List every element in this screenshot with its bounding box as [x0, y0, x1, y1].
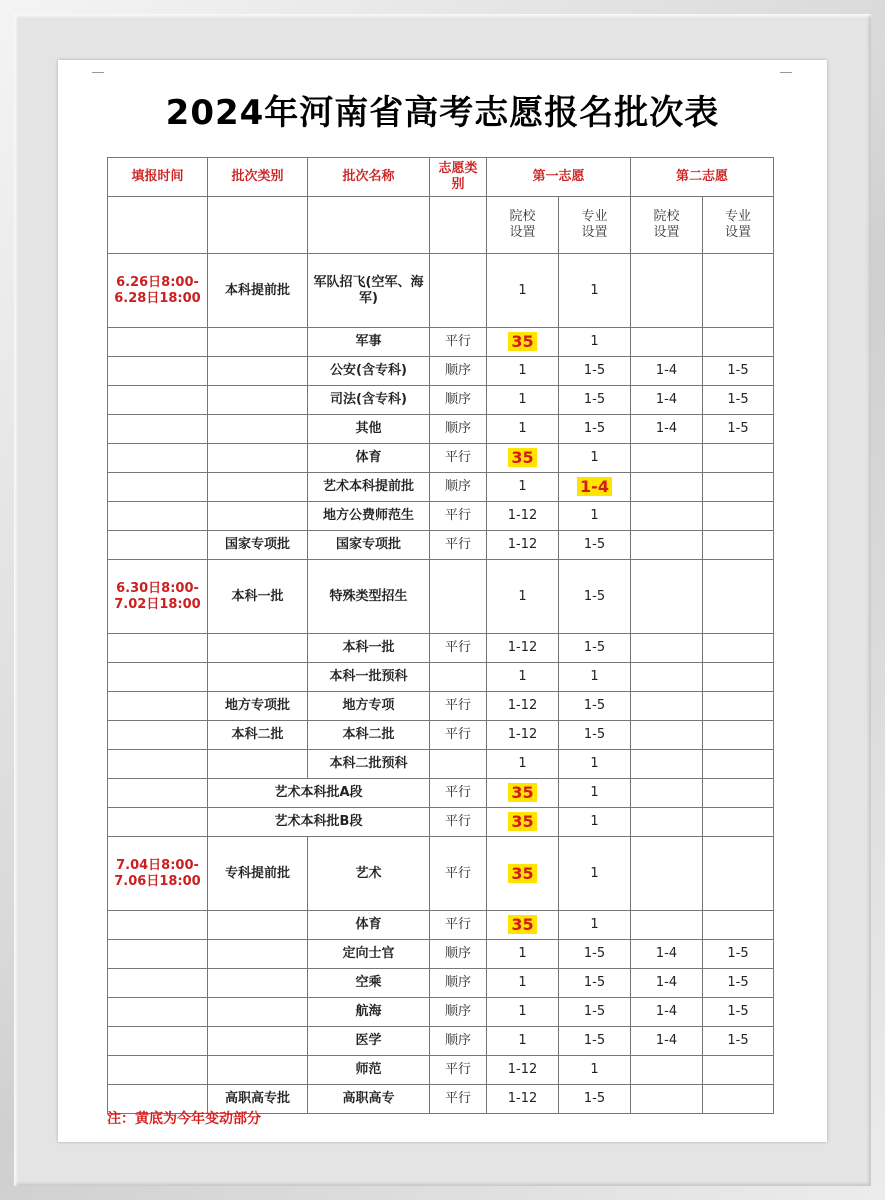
cell-type — [430, 663, 487, 692]
cell-type: 平行 — [430, 911, 487, 940]
cell-second-school — [631, 808, 703, 837]
cell-name: 特殊类型招生 — [308, 560, 430, 634]
highlight-value: 35 — [508, 864, 536, 883]
cell-time — [108, 721, 208, 750]
cell-second-school — [631, 750, 703, 779]
cell-time — [108, 473, 208, 502]
table-row — [108, 940, 774, 969]
cell-category — [208, 473, 308, 502]
cell-category — [208, 911, 308, 940]
cell-time: 6.30日8:00-7.02日18:00 — [108, 560, 208, 634]
table-row — [108, 560, 774, 634]
cell-second-major — [703, 808, 774, 837]
cell-second-major — [703, 721, 774, 750]
highlight-value: 35 — [508, 915, 536, 934]
cell-name: 军队招飞(空军、海军) — [308, 254, 430, 328]
table-row — [108, 386, 774, 415]
cell-name: 国家专项批 — [308, 531, 430, 560]
cell-name: 师范 — [308, 1056, 430, 1085]
cell-first-major: 1-5 — [559, 692, 631, 721]
header-first-major: 专业设置 — [559, 197, 631, 254]
cell-second-school — [631, 1085, 703, 1114]
cell-first-major: 1 — [559, 444, 631, 473]
cell-first-school: 1 — [487, 969, 559, 998]
cell-category — [208, 1027, 308, 1056]
header-name: 批次名称 — [308, 158, 430, 197]
cell-category: 地方专项批 — [208, 692, 308, 721]
table-row — [108, 634, 774, 663]
table-row — [108, 415, 774, 444]
cell-second-major — [703, 692, 774, 721]
cell-name: 其他 — [308, 415, 430, 444]
cell-type: 平行 — [430, 1056, 487, 1085]
cell-first-major: 1-5 — [559, 940, 631, 969]
cell-time: 7.04日8:00-7.06日18:00 — [108, 837, 208, 911]
cell-second-school — [631, 560, 703, 634]
cell-name: 体育 — [308, 444, 430, 473]
table-row — [108, 502, 774, 531]
cell-second-school: 1-4 — [631, 415, 703, 444]
cell-type: 平行 — [430, 531, 487, 560]
cell-second-school — [631, 692, 703, 721]
cell-category — [208, 998, 308, 1027]
cell-first-school: 1 — [487, 254, 559, 328]
cell-second-major — [703, 911, 774, 940]
cell-first-school: 1 — [487, 386, 559, 415]
cell-second-school — [631, 254, 703, 328]
cell-category — [208, 969, 308, 998]
table-row — [108, 1056, 774, 1085]
cell-first-school — [487, 837, 559, 911]
cell-time — [108, 969, 208, 998]
table-row — [108, 531, 774, 560]
cell-second-school — [631, 473, 703, 502]
cell-type — [430, 560, 487, 634]
footnote: 注：黄底为今年变动部分 — [107, 1111, 261, 1127]
cell-name: 艺术本科提前批 — [308, 473, 430, 502]
cell-second-school — [631, 531, 703, 560]
cell-second-major: 1-5 — [703, 1027, 774, 1056]
header-category: 批次类别 — [208, 158, 308, 197]
cell-category: 国家专项批 — [208, 531, 308, 560]
cell-first-major: 1-5 — [559, 386, 631, 415]
cell-name: 定向士官 — [308, 940, 430, 969]
table-row — [108, 998, 774, 1027]
cell-second-school: 1-4 — [631, 969, 703, 998]
cell-time — [108, 357, 208, 386]
cell-name: 军事 — [308, 328, 430, 357]
cell-category: 本科提前批 — [208, 254, 308, 328]
cell-type: 顺序 — [430, 940, 487, 969]
cell-type: 平行 — [430, 808, 487, 837]
cell-name: 地方专项 — [308, 692, 430, 721]
cell-second-major — [703, 634, 774, 663]
header-second-school: 院校设置 — [631, 197, 703, 254]
page-title: 2024年河南省高考志愿报名批次表 — [165, 93, 720, 133]
table-row — [108, 663, 774, 692]
header-type: 志愿类别 — [430, 158, 487, 197]
cell-first-school: 1-12 — [487, 531, 559, 560]
cell-first-school — [487, 444, 559, 473]
cell-first-school: 1 — [487, 357, 559, 386]
cell-category — [208, 386, 308, 415]
cell-second-school — [631, 328, 703, 357]
cell-second-school: 1-4 — [631, 1027, 703, 1056]
cell-type: 顺序 — [430, 1027, 487, 1056]
cell-first-major: 1 — [559, 837, 631, 911]
table-row — [108, 721, 774, 750]
cell-type: 平行 — [430, 444, 487, 473]
crop-mark-right — [780, 72, 792, 73]
cell-second-major — [703, 779, 774, 808]
cell-name: 空乘 — [308, 969, 430, 998]
cell-second-major — [703, 1085, 774, 1114]
cell-first-school: 1-12 — [487, 1085, 559, 1114]
cell-first-school: 1 — [487, 940, 559, 969]
cell-first-major: 1-5 — [559, 721, 631, 750]
cell-first-school — [487, 779, 559, 808]
cell-second-school — [631, 444, 703, 473]
cell-category — [208, 750, 308, 779]
cell-category — [208, 1056, 308, 1085]
cell-category — [208, 502, 308, 531]
cell-type — [430, 750, 487, 779]
header-first-choice: 第一志愿 — [487, 158, 631, 197]
cell-second-major: 1-5 — [703, 415, 774, 444]
cell-category: 本科二批 — [208, 721, 308, 750]
cell-second-school: 1-4 — [631, 386, 703, 415]
cell-first-school: 1-12 — [487, 1056, 559, 1085]
table-row — [108, 969, 774, 998]
header-row-2 — [108, 197, 774, 254]
cell-first-school: 1-12 — [487, 502, 559, 531]
cell-first-school: 1 — [487, 560, 559, 634]
cell-type: 平行 — [430, 837, 487, 911]
cell-category — [208, 940, 308, 969]
cell-category — [208, 634, 308, 663]
cell-first-school: 1-12 — [487, 634, 559, 663]
cell-first-major: 1-5 — [559, 531, 631, 560]
cell-time — [108, 998, 208, 1027]
cell-first-major: 1-5 — [559, 969, 631, 998]
cell-second-major: 1-5 — [703, 998, 774, 1027]
cell-time — [108, 663, 208, 692]
cell-category — [208, 357, 308, 386]
cell-type: 顺序 — [430, 473, 487, 502]
cell-second-school — [631, 779, 703, 808]
cell-time — [108, 911, 208, 940]
cell-name: 本科一批预科 — [308, 663, 430, 692]
cell-second-major: 1-5 — [703, 357, 774, 386]
cell-type: 平行 — [430, 721, 487, 750]
cell-category — [208, 415, 308, 444]
cell-time — [108, 634, 208, 663]
table-row — [108, 254, 774, 328]
highlight-value: 1-4 — [577, 477, 612, 496]
cell-type: 顺序 — [430, 386, 487, 415]
cell-first-major: 1 — [559, 750, 631, 779]
cell-second-major — [703, 254, 774, 328]
highlight-value: 35 — [508, 812, 536, 831]
cell-time — [108, 692, 208, 721]
cell-second-school — [631, 721, 703, 750]
cell-first-school: 1 — [487, 415, 559, 444]
cell-first-major: 1-5 — [559, 1027, 631, 1056]
cell-first-school — [487, 328, 559, 357]
cell-type: 平行 — [430, 634, 487, 663]
cell-first-school: 1 — [487, 1027, 559, 1056]
cell-name: 公安(含专科) — [308, 357, 430, 386]
header-row-1 — [108, 158, 774, 197]
cell-name: 体育 — [308, 911, 430, 940]
cell-first-major: 1 — [559, 1056, 631, 1085]
cell-category — [208, 328, 308, 357]
cell-time — [108, 808, 208, 837]
cell-name: 医学 — [308, 1027, 430, 1056]
cell-first-major: 1-5 — [559, 357, 631, 386]
cell-type: 平行 — [430, 1085, 487, 1114]
cell-second-school: 1-4 — [631, 998, 703, 1027]
cell-time — [108, 779, 208, 808]
cell-category — [208, 663, 308, 692]
cell-type: 顺序 — [430, 969, 487, 998]
cell-second-major — [703, 750, 774, 779]
cell-first-school — [487, 911, 559, 940]
cell-first-major: 1 — [559, 328, 631, 357]
cell-first-school: 1 — [487, 998, 559, 1027]
cell-category: 专科提前批 — [208, 837, 308, 911]
table-row — [108, 692, 774, 721]
cell-time: 6.26日8:00-6.28日18:00 — [108, 254, 208, 328]
cell-time — [108, 1027, 208, 1056]
cell-second-major — [703, 473, 774, 502]
cell-first-major: 1-5 — [559, 1085, 631, 1114]
cell-type: 顺序 — [430, 415, 487, 444]
cell-first-major: 1-5 — [559, 998, 631, 1027]
cell-second-school — [631, 663, 703, 692]
cell-time — [108, 415, 208, 444]
cell-first-major: 1 — [559, 779, 631, 808]
cell-first-major: 1 — [559, 254, 631, 328]
header-time: 填报时间 — [108, 158, 208, 197]
cell-first-major: 1 — [559, 502, 631, 531]
cell-second-major — [703, 444, 774, 473]
cell-first-major — [559, 473, 631, 502]
table-body — [108, 254, 774, 1114]
cell-first-major: 1-5 — [559, 634, 631, 663]
cell-second-school: 1-4 — [631, 940, 703, 969]
cell-name: 地方公费师范生 — [308, 502, 430, 531]
cell-time — [108, 750, 208, 779]
cell-first-school: 1 — [487, 663, 559, 692]
cell-second-major — [703, 1056, 774, 1085]
cell-time — [108, 531, 208, 560]
cell-second-major: 1-5 — [703, 386, 774, 415]
highlight-value: 35 — [508, 332, 536, 351]
cell-merged-name: 艺术本科批A段 — [208, 779, 430, 808]
cell-first-major: 1 — [559, 663, 631, 692]
cell-category: 本科一批 — [208, 560, 308, 634]
cell-second-school — [631, 911, 703, 940]
cell-name: 本科二批 — [308, 721, 430, 750]
cell-type: 平行 — [430, 779, 487, 808]
cell-first-major: 1-5 — [559, 560, 631, 634]
cell-type — [430, 254, 487, 328]
cell-name: 高职高专 — [308, 1085, 430, 1114]
cell-second-school — [631, 1056, 703, 1085]
table-row — [108, 750, 774, 779]
cell-first-major: 1 — [559, 808, 631, 837]
table-row — [108, 473, 774, 502]
cell-first-school: 1 — [487, 473, 559, 502]
cell-type: 顺序 — [430, 998, 487, 1027]
cell-merged-name: 艺术本科批B段 — [208, 808, 430, 837]
table-row — [108, 808, 774, 837]
cell-first-major: 1 — [559, 911, 631, 940]
cell-category — [208, 444, 308, 473]
table-row — [108, 1027, 774, 1056]
table-row — [108, 837, 774, 911]
cell-second-major: 1-5 — [703, 969, 774, 998]
cell-first-major: 1-5 — [559, 415, 631, 444]
cell-first-school — [487, 808, 559, 837]
cell-type: 平行 — [430, 502, 487, 531]
header-second-major: 专业设置 — [703, 197, 774, 254]
cell-second-major — [703, 837, 774, 911]
crop-mark-left — [92, 72, 104, 73]
cell-second-school: 1-4 — [631, 357, 703, 386]
table-row — [108, 357, 774, 386]
admission-batch-table — [107, 157, 774, 1114]
cell-name: 本科二批预科 — [308, 750, 430, 779]
cell-second-major — [703, 560, 774, 634]
cell-time — [108, 1056, 208, 1085]
cell-second-major — [703, 663, 774, 692]
cell-type: 顺序 — [430, 357, 487, 386]
cell-time — [108, 502, 208, 531]
cell-second-school — [631, 634, 703, 663]
header-second-choice: 第二志愿 — [631, 158, 774, 197]
cell-time — [108, 328, 208, 357]
cell-second-school — [631, 502, 703, 531]
cell-second-major: 1-5 — [703, 940, 774, 969]
table-row — [108, 779, 774, 808]
cell-name: 司法(含专科) — [308, 386, 430, 415]
table-row — [108, 328, 774, 357]
cell-name: 航海 — [308, 998, 430, 1027]
table-row — [108, 911, 774, 940]
cell-first-school: 1 — [487, 750, 559, 779]
cell-type: 平行 — [430, 328, 487, 357]
cell-first-school: 1-12 — [487, 692, 559, 721]
highlight-value: 35 — [508, 783, 536, 802]
header-first-school: 院校设置 — [487, 197, 559, 254]
cell-name: 艺术 — [308, 837, 430, 911]
cell-second-major — [703, 328, 774, 357]
table-row — [108, 444, 774, 473]
cell-time — [108, 444, 208, 473]
cell-time — [108, 940, 208, 969]
cell-time — [108, 386, 208, 415]
cell-second-school — [631, 837, 703, 911]
cell-first-school: 1-12 — [487, 721, 559, 750]
cell-name: 本科一批 — [308, 634, 430, 663]
cell-type: 平行 — [430, 692, 487, 721]
cell-second-major — [703, 531, 774, 560]
cell-category: 高职高专批 — [208, 1085, 308, 1114]
cell-second-major — [703, 502, 774, 531]
highlight-value: 35 — [508, 448, 536, 467]
